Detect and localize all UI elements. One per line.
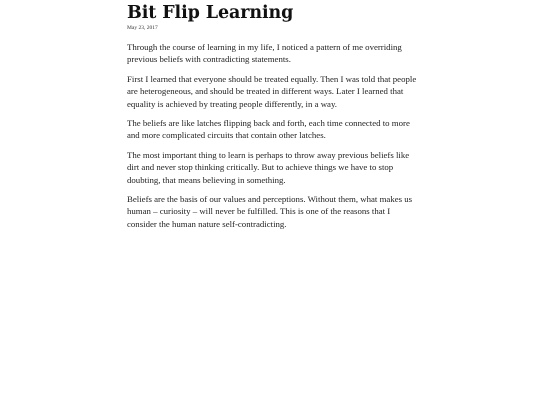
post-paragraph-3: The beliefs are like latches flipping back and forth, each time connected to more and more complicated circuits that contain other latches. <box>127 118 410 141</box>
post-paragraph-4: The most important thing to learn is perhaps to throw away previous beliefs like dirt and never stop thinking critically. But to achieve things we have to stop doubting, that means believing in something. <box>127 149 410 185</box>
post-date: May 23, 2017 <box>127 25 158 31</box>
post-paragraph-2: First I learned that everyone should be treated equally. Then I was told that people are heterogeneous, and should be treated in different ways. Later I learned that equality is achieved by treating people differently, in a way. <box>127 73 417 109</box>
post-paragraph-5: Beliefs are the basis of our values and perceptions. Without them, what makes us human – curiosity – will never be fulfilled. This is one of the reasons that I consider the human nature self-contradicting. <box>127 194 413 229</box>
post-paragraph-1: Through the course of learning in my life, I noticed a pattern of me overriding previous beliefs with contradicting statements. <box>127 42 402 65</box>
blog-post <box>127 4 417 230</box>
post-title: Bit Flip Learning <box>127 3 294 23</box>
